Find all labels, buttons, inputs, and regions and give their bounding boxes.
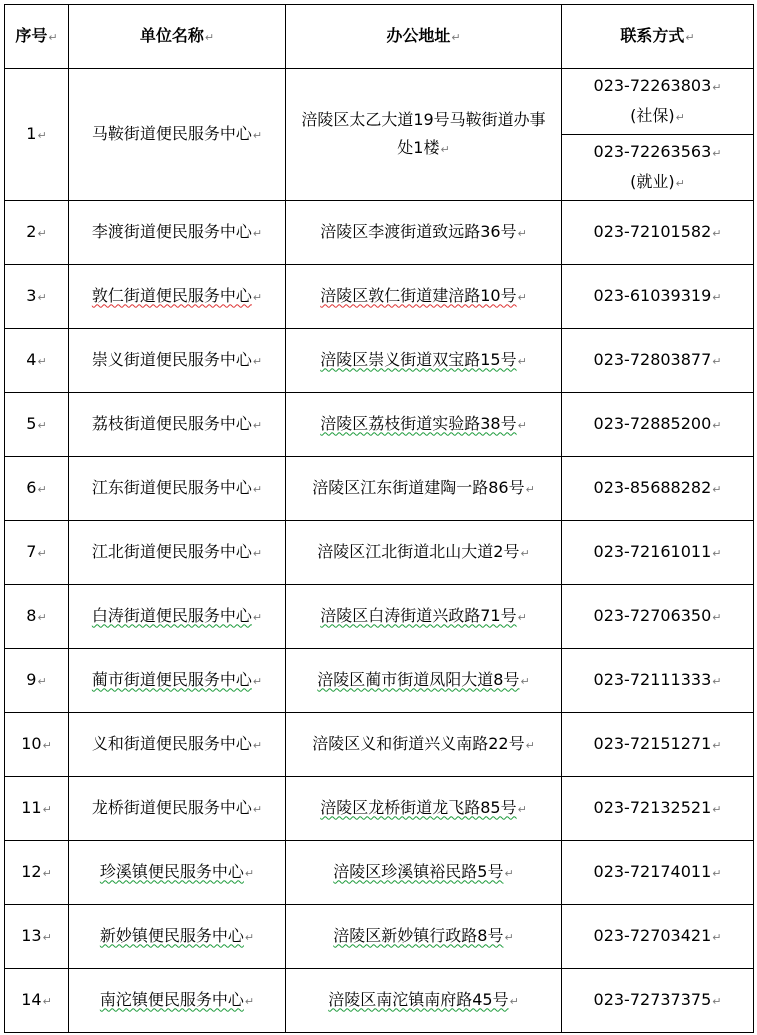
cell-name: 荔枝街道便民服务中心↵: [69, 393, 286, 457]
header-row: [5, 5, 754, 69]
cell-address: 涪陵区荔枝街道实验路38号↵: [286, 393, 562, 457]
cell-address: 涪陵区新妙镇行政路8号↵: [286, 905, 562, 969]
cell-name: 崇义街道便民服务中心↵: [69, 329, 286, 393]
cell-phone: 023-72174011↵: [562, 841, 754, 905]
cell-index: 2↵: [5, 201, 69, 265]
table-row: [5, 201, 754, 265]
cell-name: 江东街道便民服务中心↵: [69, 457, 286, 521]
cell-address: 涪陵区龙桥街道龙飞路85号↵: [286, 777, 562, 841]
table-row: [5, 457, 754, 521]
table-row: [5, 841, 754, 905]
cell-phone: 023-72706350↵: [562, 585, 754, 649]
table-row: [5, 649, 754, 713]
header-address: 办公地址↵: [286, 5, 562, 69]
cell-address: 涪陵区太乙大道19号马鞍街道办事处1楼↵: [286, 69, 562, 201]
cell-name: 新妙镇便民服务中心↵: [69, 905, 286, 969]
cell-phone: 023-72111333↵: [562, 649, 754, 713]
cell-phone: 023-61039319↵: [562, 265, 754, 329]
cell-index: 7↵: [5, 521, 69, 585]
cell-address: 涪陵区义和街道兴义南路22号↵: [286, 713, 562, 777]
cell-name: 白涛街道便民服务中心↵: [69, 585, 286, 649]
cell-name: 马鞍街道便民服务中心↵: [69, 69, 286, 201]
cell-index: 8↵: [5, 585, 69, 649]
cell-phone: 023-72737375↵: [562, 969, 754, 1033]
table-row: [5, 329, 754, 393]
header-index: 序号↵: [5, 5, 69, 69]
cell-phone: 023-72132521↵: [562, 777, 754, 841]
cell-index: 13↵: [5, 905, 69, 969]
header-contact: 联系方式↵: [562, 5, 754, 69]
cell-address: 涪陵区江东街道建陶一路86号↵: [286, 457, 562, 521]
table-row: [5, 713, 754, 777]
cell-name: 蔺市街道便民服务中心↵: [69, 649, 286, 713]
cell-address: 涪陵区江北街道北山大道2号↵: [286, 521, 562, 585]
cell-address: 涪陵区白涛街道兴政路71号↵: [286, 585, 562, 649]
service-center-table: [4, 4, 754, 1033]
cell-phone: 023-72885200↵: [562, 393, 754, 457]
cell-name: 江北街道便民服务中心↵: [69, 521, 286, 585]
cell-name: 南沱镇便民服务中心↵: [69, 969, 286, 1033]
table-row: [5, 585, 754, 649]
cell-phone: 023-72703421↵: [562, 905, 754, 969]
table-row: [5, 905, 754, 969]
cell-index: 9↵: [5, 649, 69, 713]
cell-index: 4↵: [5, 329, 69, 393]
cell-phone: 023-72803877↵: [562, 329, 754, 393]
cell-phone: 023-85688282↵: [562, 457, 754, 521]
cell-phone: 023-72161011↵: [562, 521, 754, 585]
cell-address: 涪陵区李渡街道致远路36号↵: [286, 201, 562, 265]
table-row: [5, 265, 754, 329]
cell-address: 涪陵区珍溪镇裕民路5号↵: [286, 841, 562, 905]
cell-address: 涪陵区崇义街道双宝路15号↵: [286, 329, 562, 393]
cell-name: 义和街道便民服务中心↵: [69, 713, 286, 777]
table-row: [5, 969, 754, 1033]
cell-name: 珍溪镇便民服务中心↵: [69, 841, 286, 905]
cell-phone: 023-72151271↵: [562, 713, 754, 777]
table-row: [5, 521, 754, 585]
cell-name: 龙桥街道便民服务中心↵: [69, 777, 286, 841]
cell-index: 1↵: [5, 69, 69, 201]
header-name: 单位名称↵: [69, 5, 286, 69]
cell-address: 涪陵区南沱镇南府路45号↵: [286, 969, 562, 1033]
cell-phone: 023-72263803↵ (社保)↵: [562, 69, 754, 135]
table-row: [5, 69, 754, 135]
cell-index: 11↵: [5, 777, 69, 841]
cell-index: 14↵: [5, 969, 69, 1033]
cell-index: 12↵: [5, 841, 69, 905]
cell-phone: 023-72101582↵: [562, 201, 754, 265]
cell-address: 涪陵区蔺市街道凤阳大道8号↵: [286, 649, 562, 713]
cell-index: 3↵: [5, 265, 69, 329]
table-row: [5, 777, 754, 841]
cell-address: 涪陵区敦仁街道建涪路10号↵: [286, 265, 562, 329]
cell-name: 敦仁街道便民服务中心↵: [69, 265, 286, 329]
cell-phone: 023-72263563↵ (就业)↵: [562, 135, 754, 201]
cell-index: 10↵: [5, 713, 69, 777]
cell-name: 李渡街道便民服务中心↵: [69, 201, 286, 265]
table-row: [5, 393, 754, 457]
cell-index: 5↵: [5, 393, 69, 457]
cell-index: 6↵: [5, 457, 69, 521]
